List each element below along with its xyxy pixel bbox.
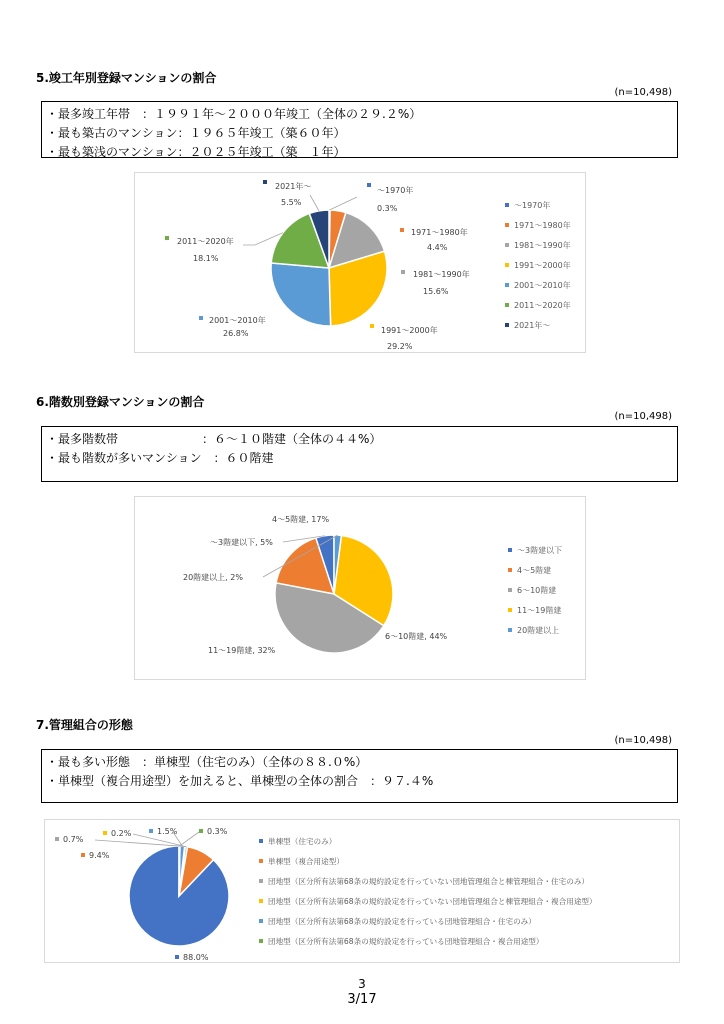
data-label: 9.4% <box>89 851 110 860</box>
legend-entry: 11～19階建 <box>517 606 562 615</box>
label-marker <box>175 955 179 959</box>
legend-entry: 4～5階建 <box>517 566 552 575</box>
data-label: ～3階建以下, 5% <box>210 538 273 547</box>
legend-marker <box>505 283 509 287</box>
data-label-category: 2011～2020年 <box>177 237 234 246</box>
label-marker <box>370 324 374 328</box>
summary-line: ・単棟型（複合用途型）を加えると、単棟型の全体の割合 ：９７.４% <box>46 774 434 788</box>
section-7-summary-box <box>41 749 678 803</box>
legend-marker <box>259 879 263 883</box>
label-marker <box>103 831 107 835</box>
data-label-value: 18.1% <box>193 254 219 263</box>
legend-entry: 団地型（区分所有法第68条の規約設定を行っている団地管理組合・住宅のみ） <box>268 917 536 926</box>
page-number: 3 <box>358 977 366 991</box>
data-label: 0.2% <box>111 829 132 838</box>
data-label-category: ～1970年 <box>377 186 414 195</box>
data-label: 88.0% <box>183 953 209 962</box>
data-label-category: 1971～1980年 <box>411 228 468 237</box>
legend-entry: ～1970年 <box>514 201 551 210</box>
data-label-value: 15.6% <box>423 287 449 296</box>
legend-marker <box>508 568 512 572</box>
label-marker <box>263 180 267 184</box>
data-label-value: 29.2% <box>387 342 413 351</box>
label-marker <box>165 236 169 240</box>
legend-marker <box>259 919 263 923</box>
data-label-category: 2001～2010年 <box>209 316 266 325</box>
legend-entry: 6～10階建 <box>517 586 557 595</box>
legend-marker <box>508 588 512 592</box>
label-marker <box>81 853 85 857</box>
data-label: 11～19階建, 32% <box>208 646 276 655</box>
summary-line: ・最も築浅のマンション：２０２５年竣工（築 １年） <box>46 145 346 159</box>
legend-entry: 単棟型（複合用途型） <box>268 857 344 866</box>
legend-entry: 団地型（区分所有法第68条の規約設定を行っていない団地管理組合と棟管理組合・住宅のみ） <box>268 877 590 886</box>
legend-marker <box>259 899 263 903</box>
leader-line <box>330 197 357 210</box>
data-label: 0.7% <box>63 835 84 844</box>
data-label-value: 4.4% <box>427 243 448 252</box>
legend-marker <box>505 263 509 267</box>
leader-line <box>310 195 319 211</box>
data-label: 6～10階建, 44% <box>385 632 448 641</box>
legend-entry: 1981～1990年 <box>514 241 571 250</box>
data-label-category: 2021年～ <box>275 182 312 191</box>
chart-frame-floors <box>134 496 586 680</box>
legend-entry: 20階建以上 <box>517 626 560 635</box>
data-label: 20階建以上, 2% <box>183 573 243 582</box>
data-label-value: 26.8% <box>223 329 249 338</box>
section-6-sample-size: (n=10,498) <box>614 411 672 422</box>
section-6-heading: 6.階数別登録マンションの割合 <box>36 395 205 409</box>
section-7-sample-size: (n=10,498) <box>614 735 672 746</box>
legend-entry: 2001～2010年 <box>514 281 571 290</box>
legend-entry: 団地型（区分所有法第68条の規約設定を行っている団地管理組合・複合用途型） <box>268 937 544 946</box>
summary-line: ・最多階数帯 ：６～１０階建（全体の４４%） <box>46 432 382 446</box>
legend-entry: 1971～1980年 <box>514 221 571 230</box>
pie-chart-floors <box>135 497 587 681</box>
leader-line <box>179 832 199 846</box>
legend-entry: 2021年～ <box>514 321 551 330</box>
label-marker <box>55 837 59 841</box>
legend-entry: 2011～2020年 <box>514 301 571 310</box>
data-label: 1.5% <box>157 827 178 836</box>
pie-chart-built-year <box>135 173 587 354</box>
data-label: 4～5階建, 17% <box>272 515 330 524</box>
label-marker <box>367 183 371 187</box>
section-5-sample-size: (n=10,498) <box>614 87 672 98</box>
legend-marker <box>505 243 509 247</box>
section-7-heading: 7.管理組合の形態 <box>36 718 133 732</box>
data-label-category: 1991～2000年 <box>381 326 438 335</box>
summary-line: ・最も築古のマンション：１９６５年竣工（築６０年） <box>46 126 346 140</box>
legend-marker <box>508 628 512 632</box>
legend-entry: 団地型（区分所有法第68条の規約設定を行っていない団地管理組合と棟管理組合・複合用途型） <box>268 897 597 906</box>
label-marker <box>401 270 405 274</box>
summary-line: ・最多竣工年帯 ：１９９１年～２０００年竣工（全体の２９.２%） <box>46 107 422 121</box>
pie-slice <box>179 846 180 896</box>
data-label: 0.3% <box>207 827 228 836</box>
data-label-category: 1981～1990年 <box>413 270 470 279</box>
section-5-heading: 5.竣工年別登録マンションの割合 <box>36 71 217 85</box>
section-6-summary-box <box>41 426 678 482</box>
label-marker <box>199 829 203 833</box>
legend-marker <box>505 323 509 327</box>
legend-marker <box>508 608 512 612</box>
legend-marker <box>259 859 263 863</box>
legend-entry: ～3階建以下 <box>517 546 563 555</box>
legend-marker <box>505 303 509 307</box>
data-label-value: 5.5% <box>281 198 302 207</box>
legend-marker <box>259 839 263 843</box>
label-marker <box>400 228 404 232</box>
page-fraction: 3/17 <box>347 992 377 1007</box>
pie-slice <box>271 263 331 326</box>
legend-entry: 1991～2000年 <box>514 261 571 270</box>
legend-marker <box>259 939 263 943</box>
legend-marker <box>505 223 509 227</box>
label-marker <box>149 829 153 833</box>
pie-chart-management-type <box>45 820 681 964</box>
legend-marker <box>508 548 512 552</box>
chart-frame-management-type <box>44 819 680 963</box>
summary-line: ・最も階数が多いマンション ：６０階建 <box>46 451 274 465</box>
chart-frame-built-year <box>134 172 586 353</box>
summary-line: ・最も多い形態 ：単棟型（住宅のみ）（全体の８８.０%） <box>46 755 368 769</box>
data-label-value: 0.3% <box>377 204 398 213</box>
section-5-summary-box <box>41 101 678 158</box>
label-marker <box>199 316 203 320</box>
legend-marker <box>505 203 509 207</box>
legend-entry: 単棟型（住宅のみ） <box>268 837 337 846</box>
